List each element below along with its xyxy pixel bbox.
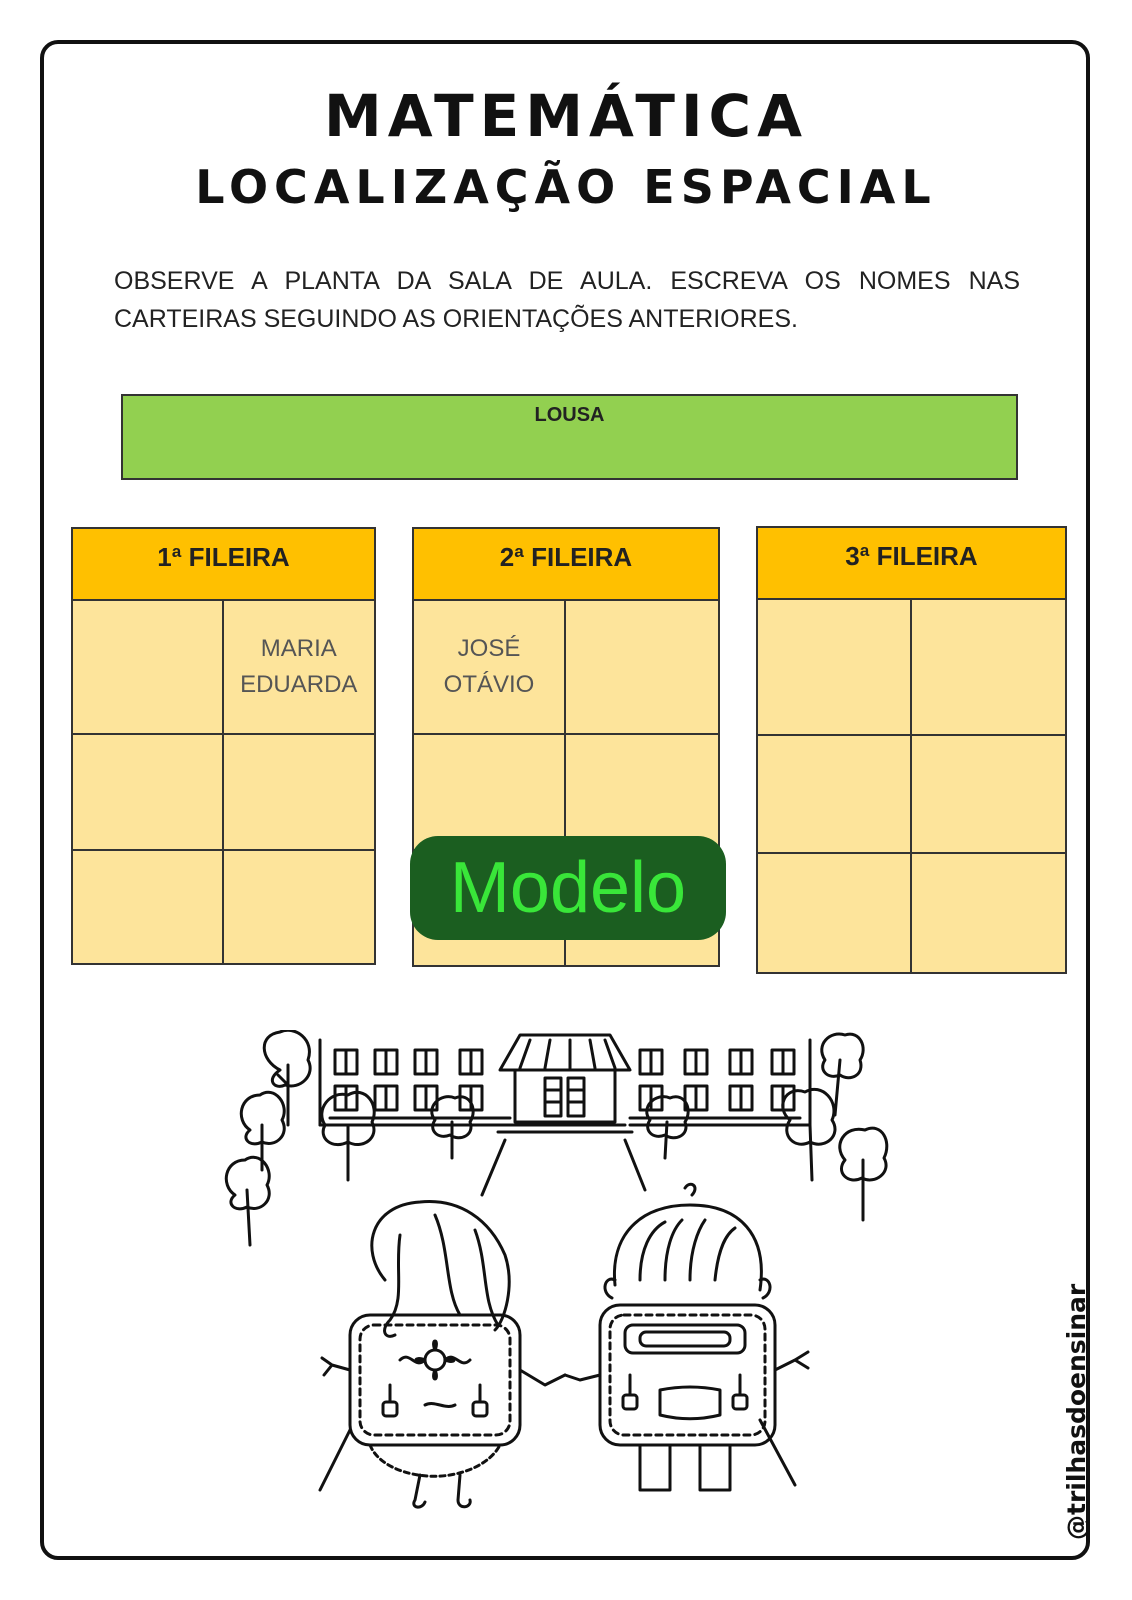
building-center (498, 1035, 632, 1132)
board-lousa (121, 394, 1018, 480)
seat[interactable] (224, 601, 375, 735)
board-label: LOUSA (534, 404, 605, 426)
seat[interactable] (912, 736, 1066, 854)
seat-name-line: JOSÉ (457, 635, 521, 662)
school-children-drawing-icon (220, 1030, 910, 1530)
row-3-header: 3ª FILEIRA (758, 528, 1065, 600)
row-1-header: 1ª FILEIRA (73, 529, 374, 601)
building-left-wing (320, 1040, 510, 1125)
row-3 (756, 526, 1067, 974)
seat[interactable] (912, 600, 1066, 736)
seat-name-line: OTÁVIO (443, 671, 535, 698)
seat[interactable] (414, 735, 566, 851)
row-1-seats (73, 601, 374, 963)
seat[interactable] (224, 851, 375, 963)
modelo-stamp: Modelo (410, 836, 726, 940)
seat-name-line: MARIA (260, 635, 337, 662)
seat-name-line: EDUARDA (240, 671, 358, 698)
seat[interactable] (566, 735, 718, 851)
trees (226, 1030, 887, 1245)
row-1 (71, 527, 376, 965)
seat[interactable] (566, 601, 718, 735)
seat[interactable] (758, 854, 912, 972)
seat[interactable] (224, 735, 375, 851)
seat[interactable] (758, 736, 912, 854)
seat[interactable] (73, 735, 224, 851)
seat[interactable] (758, 600, 912, 736)
seat[interactable] (414, 601, 566, 735)
page-subtitle: LOCALIZAÇÃO ESPACIAL (195, 160, 937, 214)
row-2-header: 2ª FILEIRA (414, 529, 718, 601)
row-3-seats (758, 600, 1065, 972)
seat[interactable] (912, 854, 1066, 972)
girl-figure (322, 1202, 565, 1508)
instruction-text: OBSERVE A PLANTA DA SALA DE AULA. ESCREVA OS NOMES NAS CARTEIRAS SEGUINDO AS ORIENTAÇÕES ANTERIORES. (114, 267, 1020, 333)
page-title: MATEMÁTICA (324, 82, 808, 150)
watermark-handle: @trilhasdoensinar (1062, 1283, 1091, 1540)
seat[interactable] (73, 851, 224, 963)
seat[interactable] (73, 601, 224, 735)
